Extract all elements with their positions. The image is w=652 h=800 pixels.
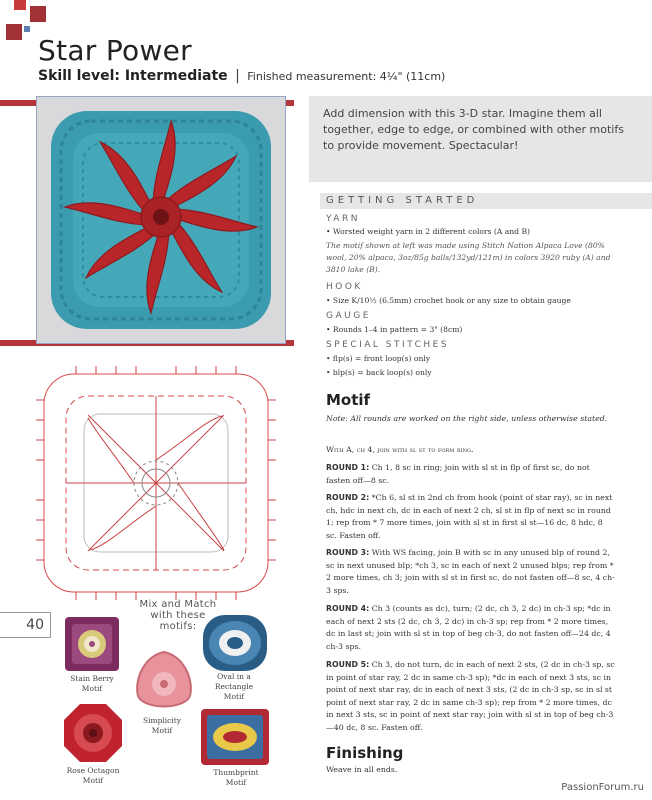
- stain-berry-line2: Motif: [81, 684, 103, 693]
- header-square-4: [24, 26, 30, 32]
- motif-note: Note: All rounds are worked on the right side, unless otherwise stated.: [326, 414, 608, 423]
- round-3-label: ROUND 3:: [326, 548, 370, 557]
- rose-line2: Motif: [82, 776, 104, 785]
- intro-box: [309, 96, 652, 182]
- yarn-label: YARN: [326, 214, 360, 224]
- page-title: Star Power: [38, 34, 192, 67]
- page-number: 40: [26, 617, 44, 633]
- hook-item: • Size K/10½ (6.5mm) crochet hook or any size to obtain gauge: [326, 296, 571, 305]
- mix-title-line-1: Mix and Match: [139, 599, 217, 610]
- round-1: [326, 462, 616, 487]
- rose-octagon-caption: [53, 766, 133, 786]
- hook-label: HOOK: [326, 282, 363, 292]
- round-4-text: Ch 3 (counts as dc), turn; (2 dc, ch 3, 2 dc) in ch-3 sp; *dc in each of next 2 sts (2 dc, ch 3, 2 dc) in ch-3 sp; rep from * 2 more times, dc in last st; join with sl st in top of beg ch-3, do not fasten off—24 dc, 4 ch-3 sps.: [326, 604, 611, 651]
- page-number-box: [0, 612, 51, 638]
- round-5: [326, 659, 616, 734]
- thumbprint-line2: Motif: [225, 778, 247, 787]
- intro-text: Add dimension with this 3-D star. Imagine them all together, edge to edge, or combined with other motifs to provide movement. Spectacular!: [323, 107, 624, 152]
- round-3-text: With WS facing, join B with sc in any unused blp of round 2, sc in next unused blp; *ch 3, sc in each of next 2 unused blps; rep from * 2 more times, ch 3; join with sl st in first sc, do not fasten off—8 sc, 4 ch-3 sps.: [326, 548, 615, 595]
- skill-level: Skill level: Intermediate: [38, 68, 228, 84]
- motif-photo: [36, 96, 286, 344]
- getting-started-heading: GETTING STARTED: [326, 195, 479, 206]
- round-1-label: ROUND 1:: [326, 463, 370, 472]
- watermark: PassionForum.ru: [561, 782, 644, 793]
- round-2: [326, 492, 616, 542]
- rose-octagon-image: [62, 702, 124, 764]
- header-square-3: [6, 24, 22, 40]
- oval-line1: Oval in a: [217, 672, 251, 681]
- simplicity-line2: Motif: [151, 726, 173, 735]
- finishing-text: Weave in all ends.: [326, 765, 398, 774]
- stain-berry-line1: Stain Berry: [70, 674, 114, 683]
- simplicity-caption: [122, 716, 202, 736]
- header-square-2: [30, 6, 46, 22]
- oval-line2: Rectangle: [214, 682, 254, 691]
- finishing-heading: Finishing: [326, 744, 404, 762]
- round-4: [326, 603, 616, 653]
- round-3: [326, 547, 616, 597]
- stain-berry-image: [64, 616, 120, 672]
- motif-heading: Motif: [326, 391, 371, 409]
- round-4-label: ROUND 4:: [326, 604, 370, 613]
- page-subtitle: [38, 68, 445, 84]
- rose-line1: Rose Octagon: [66, 766, 120, 775]
- gauge-item: • Rounds 1–4 in pattern = 3" (8cm): [326, 325, 463, 334]
- yarn-item: • Worsted weight yarn in 2 different colors (A and B): [326, 227, 530, 236]
- thumbprint-line1: Thumbprint: [213, 768, 259, 777]
- round-5-label: ROUND 5:: [326, 660, 370, 669]
- oval-line3: Motif: [223, 692, 245, 701]
- star-motif-image: [37, 97, 285, 343]
- round-2-label: ROUND 2:: [326, 493, 370, 502]
- oval-rectangle-caption: [194, 672, 274, 702]
- oval-rectangle-image: [202, 614, 268, 672]
- gauge-label: GAUGE: [326, 311, 371, 321]
- special-stitch-2: • blp(s) = back loop(s) only: [326, 368, 432, 377]
- header-square-1: [14, 0, 26, 10]
- finished-measurement: Finished measurement: 4¼" (11cm): [247, 70, 446, 83]
- subtitle-separator: |: [235, 68, 240, 84]
- simplicity-image: [132, 650, 196, 712]
- getting-started-bar: [320, 193, 652, 209]
- special-stitches-label: SPECIAL STITCHES: [326, 340, 450, 350]
- round-2-text: *Ch 6, sl st in 2nd ch from hook (point of star ray), sc in next ch, hdc in next ch, dc in each of next 2 ch, sl st in flp of next sc in round 1; rep from * 7 more times, join with sl st in first sl st—16 dc, 8 hdc, 8 sc. Fasten off.: [326, 493, 613, 540]
- round-1-text: Ch 1, 8 sc in ring; join with sl st in flp of first sc, do not fasten off—8 sc.: [326, 463, 590, 485]
- mix-title-line-2: with these: [150, 610, 206, 621]
- simplicity-line1: Simplicity: [142, 716, 182, 725]
- thumbprint-caption: [196, 768, 276, 788]
- mix-title-line-3: motifs:: [159, 621, 197, 632]
- yarn-note: The motif shown at left was made using Stitch Nation Alpaca Love (80% wool, 20% alpaca, 3oz/85g balls/132yd/121m) in colors 3920 ruby (A) and 3810 lake (B).: [326, 241, 611, 274]
- special-stitch-1: • flp(s) = front loop(s) only: [326, 354, 431, 363]
- thumbprint-image: [200, 708, 270, 766]
- motif-start: With A, ch 4, join with sl st to form ring.: [326, 445, 474, 454]
- stitch-diagram: [26, 360, 286, 604]
- stain-berry-caption: [52, 674, 132, 694]
- round-5-text: Ch 3, do not turn, dc in each of next 2 sts, (2 dc in ch-3 sp, sc in point of star ray, 2 dc in same ch-3 sp); *dc in each of next 3 sts, sc in point of next star ray, dc in each of next 3 sts, (2 dc in ch-3 sp, sc in sl st point of next star ray, 2 dc in same ch-3 sp); rep from * 2 more times, dc in next 3 sts, sc in point of next star ray; join with sl st in top of beg ch-3—40 dc, 8 sc. Fasten off.: [326, 660, 615, 732]
